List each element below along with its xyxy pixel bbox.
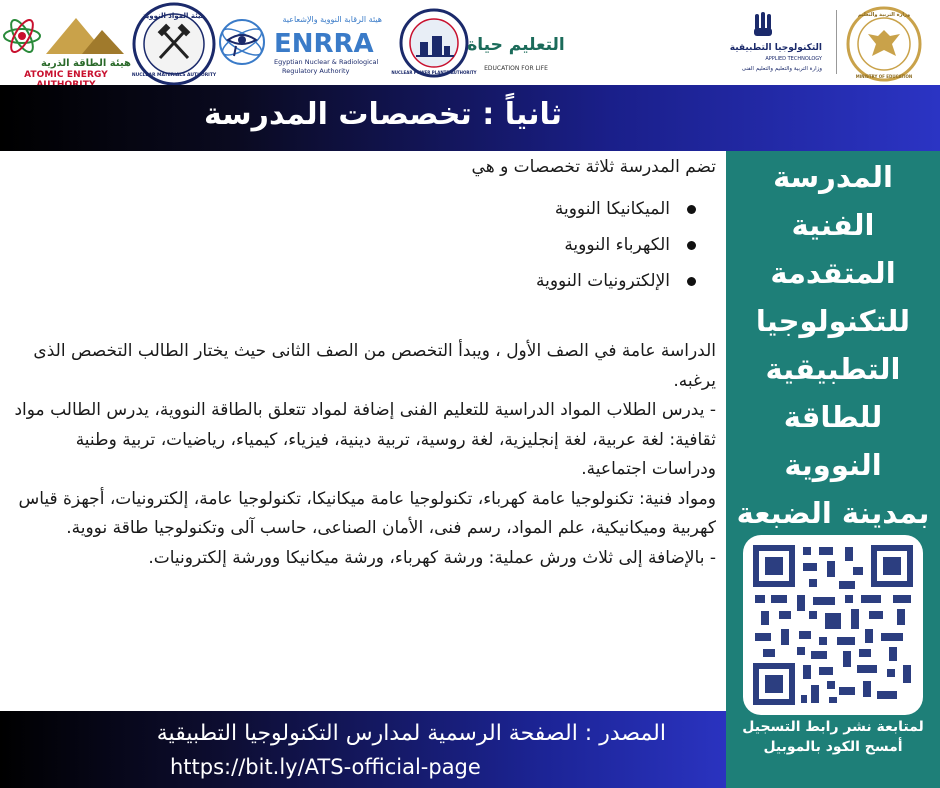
- paragraph: الدراسة عامة في الصف الأول ، ويبدأ التخصص من الصف الثانى حيث يختار الطالب التخصص الذى يرغبه.: [33, 341, 716, 391]
- school-name: [726, 153, 940, 537]
- school-name-line: المدرسة: [773, 160, 893, 194]
- qr-caption: [726, 717, 940, 757]
- svg-text:وزارة التربية والتعليم والتعلي: وزارة التربية والتعليم والتعليم الفنى: [741, 66, 822, 72]
- footer: [0, 711, 726, 788]
- enrra-logo: [218, 4, 388, 80]
- svg-text:Regulatory Authority: Regulatory Authority: [282, 67, 350, 75]
- svg-text:APPLIED TECHNOLOGY: APPLIED TECHNOLOGY: [765, 56, 822, 62]
- list-item: الميكانيكا النووية: [536, 191, 696, 227]
- svg-text:Egyptian Nuclear & Radiologica: Egyptian Nuclear & Radiological: [274, 58, 379, 66]
- ministry-of-education-logo: [846, 6, 922, 82]
- school-name-line: للطاقة: [783, 400, 883, 434]
- qr-caption-line: أمسح الكود بالموبيل: [763, 739, 903, 755]
- aea-caption: ATOMIC ENERGY: [24, 70, 108, 80]
- applied-technology-logo: [700, 10, 825, 76]
- source-text: المصدر : الصفحة الرسمية لمدارس التكنولوجيا التطبيقية: [156, 721, 666, 746]
- svg-text:هيئة الرقابة النووية والإشعاعي: هيئة الرقابة النووية والإشعاعية: [282, 15, 382, 24]
- qr-code-icon: [753, 545, 913, 705]
- svg-text:NUCLEAR POWER PLANTS AUTHORITY: NUCLEAR POWER PLANTS AUTHORITY: [391, 70, 477, 75]
- svg-text:ENRRA: ENRRA: [274, 29, 374, 59]
- school-name-line: النووية: [784, 448, 882, 482]
- svg-text:هيئة المواد النووية: هيئة المواد النووية: [142, 12, 206, 20]
- qr-code[interactable]: [743, 535, 923, 715]
- school-name-line: التطبيقية: [765, 352, 901, 386]
- svg-text:وزارة التربية والتعليم: وزارة التربية والتعليم: [857, 12, 911, 18]
- hand-icon: [754, 12, 772, 36]
- svg-text:NUCLEAR MATERIALS AUTHORITY: NUCLEAR MATERIALS AUTHORITY: [131, 73, 217, 78]
- svg-text:MINISTRY OF EDUCATION: MINISTRY OF EDUCATION: [855, 74, 913, 79]
- atom-icon: [4, 17, 40, 55]
- paragraph: - بالإضافة إلى ثلاث ورش عملية: ورشة كهرباء، ورشة ميكانيكا وورشة إلكترونيات.: [148, 547, 716, 568]
- source-link[interactable]: https://bit.ly/ATS-official-page: [170, 755, 481, 779]
- nuclear-power-plants-authority-logo: [391, 8, 477, 78]
- eye-of-horus-icon: [219, 20, 265, 64]
- list-item: الإلكترونيات النووية: [536, 263, 696, 299]
- education-for-life-logo: [467, 8, 565, 80]
- body-paragraphs: [10, 337, 716, 573]
- logo-bar: [0, 0, 940, 85]
- school-name-line: المتقدمة: [770, 256, 896, 290]
- svg-text:التكنولوجيا التطبيقية: التكنولوجيا التطبيقية: [729, 43, 822, 53]
- school-name-line: بمدينة الضبعة: [736, 496, 930, 530]
- title-banner: [0, 85, 940, 151]
- nuclear-materials-authority-logo: [132, 2, 216, 86]
- specializations-list: [536, 191, 696, 299]
- intro-text: تضم المدرسة ثلاثة تخصصات و هي: [471, 157, 716, 177]
- svg-text:التعليم حياة: التعليم حياة: [467, 35, 565, 55]
- school-name-line: للتكنولوجيا: [755, 304, 911, 338]
- school-name-line: الفنية: [791, 208, 875, 242]
- list-item: الكهرباء النووية: [536, 227, 696, 263]
- svg-text:هيئة الطاقة الذرية: هيئة الطاقة الذرية: [41, 58, 131, 69]
- pyramids-icon: [46, 18, 124, 54]
- paragraph: ومواد فنية: تكنولوجيا عامة كهرباء، تكنولوجيا عامة ميكانيكا، تكنولوجيا عامة، إلكترونيات، أجهزة قياس كهربية وميكانيكية، علم المواد، رسم فنى، الأمان الصناعى، حاسب آلى وتكنولوجيا طاقة نووية.: [18, 488, 716, 538]
- paragraph: - يدرس الطلاب المواد الدراسية للتعليم الفنى إضافة لمواد تتعلق بالطاقة النووية، يدرس الطالب مواد ثقافية: لغة عربية، لغة إنجليزية، لغة روسية، تربية دينية، فيزياء، كيمياء، رياضيات، تربية وطنية ودراسات اجتماعية.: [14, 400, 716, 479]
- qr-caption-line: لمتابعة نشر رابط التسجيل: [742, 719, 924, 735]
- side-panel: [726, 151, 940, 788]
- main-content: [8, 151, 718, 711]
- page-title: ثانياً : تخصصات المدرسة: [203, 97, 562, 132]
- logo-divider: [836, 10, 837, 74]
- svg-text:EDUCATION FOR LIFE: EDUCATION FOR LIFE: [484, 65, 548, 72]
